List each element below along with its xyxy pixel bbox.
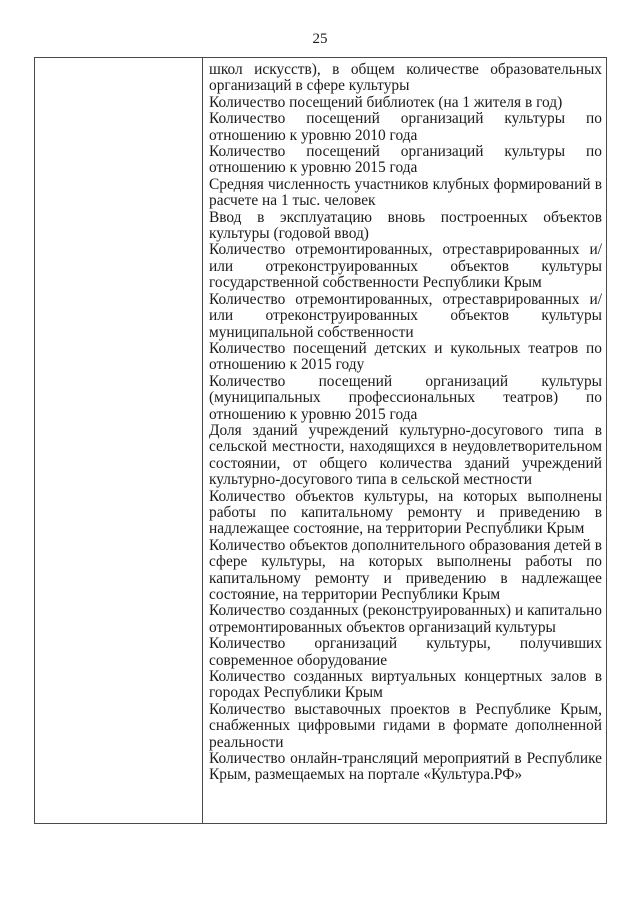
indicator-item: Количество посещений детских и кукольных театров по отношению к 2015 году (209, 339, 602, 374)
table-left-column (35, 58, 203, 823)
indicator-item: Средняя численность участников клубных формирований в расчете на 1 тыс. человек (209, 175, 602, 210)
page-number: 25 (312, 31, 328, 47)
table-right-column (203, 58, 606, 823)
indicator-item: Количество отремонтированных, отреставрированных и/или отреконструированных объектов культуры муниципальной собственности (209, 290, 602, 341)
indicators-table (34, 57, 607, 824)
indicator-item: школ искусств), в общем количестве образовательных организаций в сфере культуры (209, 61, 602, 95)
indicator-item: Количество объектов культуры, на которых выполнены работы по капитальному ремонту и приведению в надлежащее состояние, на территории Республики Крым (209, 487, 602, 538)
indicator-item: Количество выставочных проектов в Республике Крым, снабженных цифровыми гидами в формате дополненной реальности (209, 700, 602, 751)
indicator-item: Количество объектов дополнительного образования детей в сфере культуры, на которых выполнены работы по капитальному ремонту и приведению в надлежащее состояние, на территории Республики Крым (209, 536, 602, 603)
indicator-item: Количество созданных (реконструированных) и капитально отремонтированных объектов организаций культуры (209, 602, 602, 636)
indicator-item: Доля зданий учреждений культурно-досугового типа в сельской местности, находящихся в неудовлетворительном состоянии, от общего количества зданий учреждений культурно-досугового типа в сельской местности (209, 421, 602, 489)
indicator-item: Количество посещений организаций культуры по отношению к уровню 2015 года (209, 143, 602, 177)
indicator-item: Количество отремонтированных, отреставрированных и/или отреконструированных объектов культуры государственной собственности Республики Крым (209, 241, 602, 292)
indicator-item: Количество посещений организаций культуры (муниципальных профессиональных театров) по отношению к уровню 2015 года (209, 372, 602, 423)
indicator-item: Количество посещений организаций культуры по отношению к уровню 2010 года (209, 110, 602, 144)
indicator-item: Количество онлайн-трансляций мероприятий в Республике Крым, размещаемых на портале «Культура.РФ» (209, 750, 602, 784)
indicator-item: Количество организаций культуры, получивших современное оборудование (209, 635, 602, 669)
indicator-item: Количество созданных виртуальных концертных залов в городах Республики Крым (209, 668, 602, 702)
indicator-item: Ввод в эксплуатацию вновь построенных объектов культуры (годовой ввод) (209, 208, 602, 243)
indicator-item: Количество посещений библиотек (на 1 жителя в год) (209, 93, 563, 111)
